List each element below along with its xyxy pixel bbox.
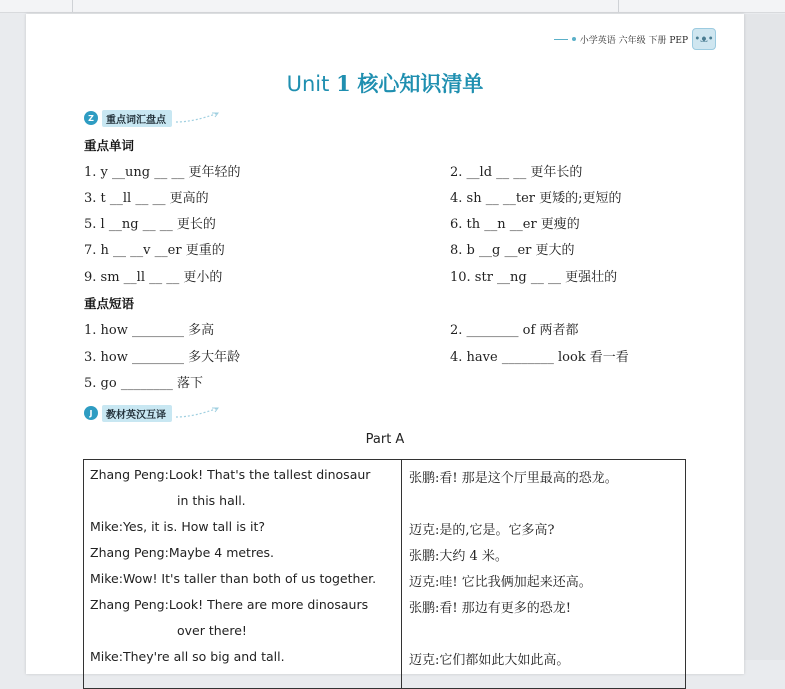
part-label: Part A: [365, 432, 405, 447]
dialogue-en-line: Mike:Wow! It's taller than both of us together.: [90, 571, 377, 586]
word-item: 5. l __ng __ __ 更长的: [84, 217, 216, 232]
badge-label: 教材英汉互译: [102, 405, 172, 422]
swoosh-icon: [174, 407, 220, 419]
viewer-side-area: [744, 14, 785, 660]
dialogue-cn-line: 张鹏:看! 那是这个厅里最高的恐龙。: [409, 471, 618, 486]
badge-circle: J: [84, 406, 98, 420]
dialogue-en-line: Zhang Peng:Look! That's the tallest dinosaur: [90, 467, 371, 482]
badge-label: 重点词汇盘点: [102, 110, 172, 127]
word-item: 3. t __ll __ __ 更高的: [84, 191, 209, 206]
section-badge-translation: [84, 404, 220, 422]
toolbar-divider: [618, 0, 619, 12]
title-chinese: 核心知识清单: [357, 71, 484, 96]
dialogue-cn-line: 迈克:是的,它是。它多高?: [409, 523, 555, 538]
swoosh-icon: [174, 112, 220, 124]
word-item: 2. __ld __ __ 更年长的: [450, 165, 583, 180]
dialogue-en-line: Mike:Yes, it is. How tall is it?: [90, 519, 266, 534]
document-page: [26, 14, 744, 674]
bear-mascot-icon: •ᴥ•: [692, 28, 716, 50]
header-dot: [572, 37, 576, 41]
phrases-heading: 重点短语: [84, 296, 135, 311]
header-tag: 小学英语 六年级 下册 PEP: [579, 35, 688, 46]
dialogue-en-line: Zhang Peng:Look! There are more dinosaurs: [90, 597, 369, 612]
phrase-item: 4. have ________ look 看一看: [450, 350, 629, 365]
words-heading: 重点单词: [84, 138, 135, 153]
phrase-item: 3. how ________ 多大年龄: [84, 350, 241, 365]
phrase-item: 2. ________ of 两者都: [450, 323, 579, 338]
dialogue-en-line: in this hall.: [177, 493, 246, 508]
toolbar-divider: [72, 0, 73, 12]
word-item: 4. sh __ __ter 更矮的;更短的: [450, 191, 622, 206]
badge-circle: Z: [84, 111, 98, 125]
dialogue-cn-line: 张鹏:大约 4 米。: [409, 549, 508, 564]
phrase-item: 5. go ________ 落下: [84, 376, 203, 391]
dialogue-en-line: over there!: [177, 623, 247, 638]
dialogue-en-line: Zhang Peng:Maybe 4 metres.: [90, 545, 275, 560]
word-item: 9. sm __ll __ __ 更小的: [84, 270, 223, 285]
title-unit: Unit: [286, 72, 330, 96]
section-badge-vocabulary: [84, 109, 220, 127]
viewer-top-bar: [0, 0, 785, 13]
page-title: [26, 68, 744, 98]
title-number: 1: [336, 71, 351, 96]
word-item: 10. str __ng __ __ 更强壮的: [450, 270, 618, 285]
table-divider: [401, 460, 402, 688]
running-header: [554, 28, 716, 50]
word-item: 1. y __ung __ __ 更年轻的: [84, 165, 241, 180]
word-item: 7. h __ __v __er 更重的: [84, 243, 225, 258]
word-item: 8. b __g __er 更大的: [450, 243, 575, 258]
dialogue-cn-line: 迈克:它们都如此大如此高。: [409, 653, 570, 668]
word-item: 6. th __n __er 更瘦的: [450, 217, 580, 232]
dialogue-cn-line: 张鹏:看! 那边有更多的恐龙!: [409, 601, 571, 616]
header-line: [554, 39, 568, 40]
phrase-item: 1. how ________ 多高: [84, 323, 215, 338]
dialogue-table: [83, 459, 686, 689]
dialogue-en-line: Mike:They're all so big and tall.: [90, 649, 285, 664]
dialogue-cn-line: 迈克:哇! 它比我俩加起来还高。: [409, 575, 592, 590]
